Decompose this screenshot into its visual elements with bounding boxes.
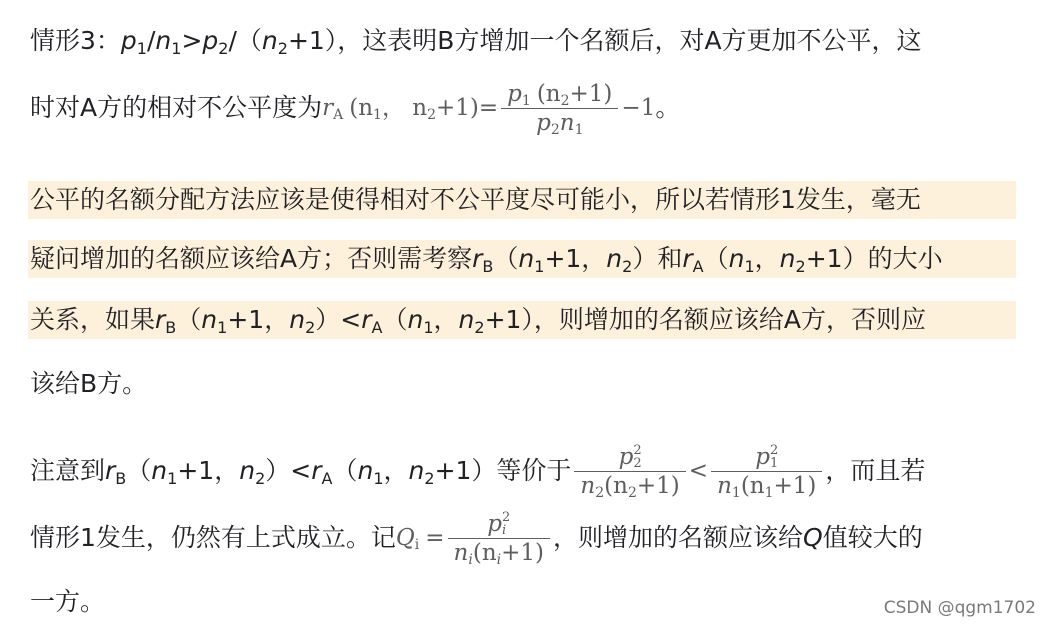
numerator (501, 80, 618, 108)
var-n: n (717, 472, 732, 499)
text: ，则增加的名额应该给 (553, 523, 804, 552)
sub: 2 (595, 484, 605, 501)
var-p: p (618, 443, 634, 470)
paren: （ (126, 456, 152, 485)
supsub (770, 444, 778, 470)
sup: 2 (633, 442, 642, 458)
supsub (633, 444, 641, 470)
case3-line (30, 24, 922, 58)
sub: i (414, 537, 420, 553)
text: +1）的大小 (805, 244, 943, 273)
var-n: n (453, 539, 469, 566)
comma: ， (754, 244, 780, 273)
text: +1， (177, 456, 240, 485)
var-n: n (201, 305, 218, 334)
var-n: n (458, 305, 475, 334)
comma: ， (383, 456, 409, 485)
var-n: n (155, 26, 172, 55)
denominator (711, 472, 822, 500)
para2-line2 (30, 242, 943, 276)
close: +1) (773, 472, 817, 499)
para2-line1 (30, 183, 921, 217)
var-p: p (755, 443, 770, 470)
para2-text: 公平的名额分配方法应该是使得相对不公平度尽可能小，所以若情形1发生，毫无 (30, 185, 921, 214)
sub: 2 (627, 484, 637, 501)
sub: 1 (171, 39, 182, 58)
sub: 1 (769, 455, 779, 471)
var-n: n (407, 305, 424, 334)
sub: 1 (217, 318, 228, 337)
sub: 1 (373, 107, 382, 123)
text: 该给B方。 (30, 369, 148, 398)
var-r: r (311, 456, 322, 485)
text: ）和 (632, 244, 683, 273)
slash: / (146, 26, 156, 55)
numerator (481, 510, 516, 538)
var-n: n (606, 244, 623, 273)
var-n: n (357, 456, 374, 485)
close: +1) (636, 472, 680, 499)
var-p: p (507, 80, 522, 107)
var-r: r (682, 244, 693, 273)
var-q: Q (395, 525, 415, 551)
sub: i (468, 551, 473, 568)
var-p: p (202, 26, 219, 55)
var-n: n (239, 456, 256, 485)
var-r: r (105, 456, 116, 485)
case3-text: +1），这表明B方增加一个名额后，对A方更加不公平，这 (287, 26, 922, 55)
sub: A (321, 469, 333, 488)
text: 情形1发生，仍然有上式成立。记 (30, 523, 396, 552)
sub: 2 (305, 318, 316, 337)
sub: B (482, 257, 494, 276)
var-n: n (289, 305, 306, 334)
text: +1， (544, 244, 607, 273)
sub: 2 (424, 469, 435, 488)
text: +1）等价于 (434, 456, 572, 485)
numerator (613, 443, 648, 471)
var-p: p (487, 510, 503, 537)
var-n: n (151, 456, 168, 485)
paren: (n (472, 539, 497, 566)
sub: B (165, 318, 177, 337)
comma: ， (433, 305, 459, 334)
close: +1) (501, 539, 545, 566)
text: +1），则增加的名额应该给A方，否则应 (484, 305, 927, 334)
sub: 1 (534, 257, 545, 276)
sub: 1 (136, 39, 147, 58)
paren: (n (349, 95, 374, 121)
paren: （ (176, 305, 202, 334)
line2-text: 时对A方的相对不公平度为 (30, 93, 323, 122)
sub: 2 (255, 469, 266, 488)
text: ）< (315, 305, 362, 334)
sub: 1 (731, 484, 741, 501)
text: ）< (265, 456, 312, 485)
var-n: n (779, 244, 796, 273)
fraction (574, 443, 685, 500)
var-q: Q (803, 523, 823, 552)
text: 疑问增加的名额应该给A方；否则需考察 (30, 244, 473, 273)
paren: （ (332, 456, 358, 485)
text: 值较大的 (822, 523, 923, 552)
sub: 2 (622, 257, 633, 276)
var-r: r (322, 95, 334, 121)
sub: 2 (427, 107, 436, 123)
sup: 2 (502, 509, 511, 525)
case-label: 情形3： (30, 26, 121, 55)
para2-line4 (30, 367, 147, 401)
paren: (n (536, 80, 561, 107)
equals: = (425, 525, 445, 551)
formula-rA (322, 80, 655, 137)
sub: 1 (373, 469, 384, 488)
var-n: n (580, 472, 596, 499)
text: 关系，如果 (30, 305, 156, 334)
fraction (448, 510, 550, 567)
paren: (n (740, 472, 765, 499)
var-n: n (408, 456, 425, 485)
para3-line3 (30, 585, 105, 619)
text: 注意到 (30, 456, 106, 485)
paren: （ (382, 305, 408, 334)
sub: 2 (560, 92, 570, 109)
sub: 2 (550, 121, 560, 138)
csdn-watermark: CSDN @qgm1702 (883, 598, 1036, 618)
sub: 1 (744, 257, 755, 276)
sub: i (496, 551, 502, 568)
paren: （ (493, 244, 519, 273)
sub: i (502, 522, 507, 538)
close: +1)= (436, 95, 499, 121)
text: 一方。 (30, 587, 106, 616)
paren: （ (703, 244, 729, 273)
sub: 2 (633, 455, 642, 471)
lt-sign: < (688, 458, 709, 484)
minus-one: −1 (621, 95, 656, 121)
sub: 1 (764, 484, 774, 501)
var-n: n (559, 109, 575, 136)
denominator (574, 472, 685, 500)
slash-paren: /（ (228, 26, 262, 55)
period: 。 (655, 93, 681, 122)
comma: ， n (381, 95, 428, 121)
fraction (501, 80, 618, 137)
relative-unfairness-line (30, 79, 680, 137)
q-formula (396, 510, 553, 567)
sub: A (692, 257, 704, 276)
sub: 2 (795, 257, 806, 276)
var-r: r (155, 305, 166, 334)
numerator (749, 443, 784, 471)
denominator (448, 539, 550, 567)
sub: 2 (277, 39, 288, 58)
sub: 1 (521, 92, 531, 109)
var-n: n (518, 244, 535, 273)
sub: 2 (218, 39, 229, 58)
var-p: p (120, 26, 137, 55)
sub: 1 (423, 318, 434, 337)
para3-line1 (30, 441, 925, 501)
sub: A (371, 318, 383, 337)
fraction (711, 443, 822, 500)
sub: 1 (167, 469, 178, 488)
var-p: p (536, 109, 551, 136)
para3-line2 (30, 508, 923, 568)
var-n: n (728, 244, 745, 273)
var-r: r (472, 244, 483, 273)
text: +1， (227, 305, 290, 334)
var-n: n (261, 26, 278, 55)
sub: 2 (474, 318, 485, 337)
para2-line3 (30, 303, 926, 337)
sub: B (115, 469, 127, 488)
sup: 2 (769, 442, 779, 458)
paren: (n (604, 472, 628, 499)
close: +1) (569, 80, 613, 107)
gt-sign: > (181, 26, 203, 55)
inequality-formula (571, 443, 825, 500)
sub: 1 (574, 121, 584, 138)
supsub (502, 511, 510, 537)
text: ，而且若 (825, 456, 926, 485)
var-r: r (361, 305, 372, 334)
sub: A (333, 107, 344, 123)
